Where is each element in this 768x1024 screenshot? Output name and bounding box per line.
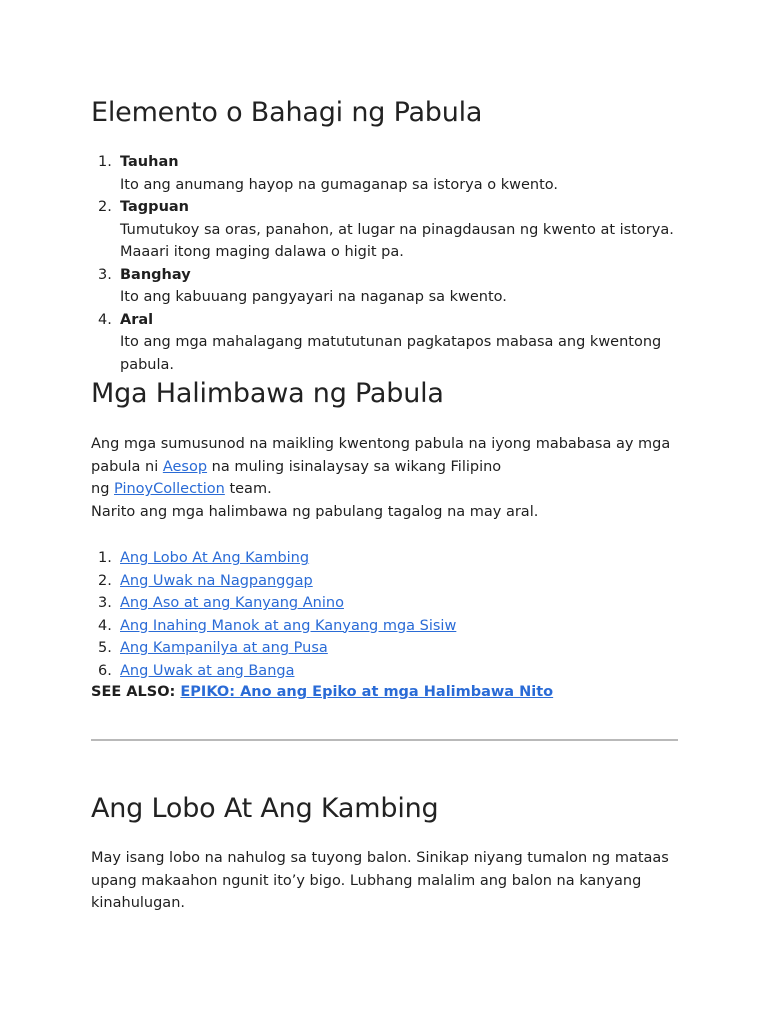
list-number: 3. (98, 266, 112, 283)
story-paragraph: May isang lobo na nahulog sa tuyong balon. Sinikap niyang tumalon ng mataas upang makaahon ngunit ito’y bigo. Lubhang malalim ang balon na kanyang kinahulugan. (91, 850, 669, 911)
element-description: Ito ang mga mahalagang matututunan pagkatapos mabasa ang kwentong pabula. (120, 334, 662, 373)
list-item (91, 570, 456, 593)
list-item (91, 637, 456, 660)
see-also-label: SEE ALSO: (91, 684, 181, 700)
section-heading-lobo: Ang Lobo At Ang Kambing (91, 793, 439, 824)
element-term: Tagpuan (120, 199, 189, 215)
list-number: 4. (98, 311, 112, 328)
element-description: Tumutukoy sa oras, panahon, at lugar na pinagdausan ng kwento at istorya. Maaari itong maging dalawa o higit pa. (120, 221, 674, 260)
list-number: 5. (98, 640, 112, 656)
list-item (91, 196, 681, 264)
list-number: 4. (98, 617, 112, 634)
section-heading-elemento: Elemento o Bahagi ng Pabula (91, 97, 483, 128)
element-description: Ito ang kabuuang pangyayari na naganap sa kwento. (120, 289, 507, 305)
intro-text: na muling isinalaysay sa wikang Filipino (207, 458, 502, 475)
list-number: 1. (98, 550, 112, 566)
see-also (91, 681, 553, 704)
example-link[interactable]: Ang Uwak at ang Banga (120, 662, 295, 679)
pinoycollection-link[interactable]: PinoyCollection (114, 481, 225, 497)
divider (91, 739, 678, 741)
list-item (91, 151, 681, 196)
list-item (91, 592, 456, 615)
example-link[interactable]: Ang Aso at ang Kanyang Anino (120, 595, 344, 611)
examples-list (91, 547, 456, 682)
list-number: 2. (98, 572, 112, 589)
list-item (91, 264, 681, 309)
list-number: 3. (98, 595, 112, 611)
list-number: 6. (98, 662, 112, 679)
intro-paragraph (91, 433, 681, 523)
intro-text: Ang mga sumusunod na maikling kwentong pabula na iyong mababasa ay mga pabula ni (91, 436, 671, 475)
intro-text: team. (224, 481, 272, 497)
example-link[interactable]: Ang Uwak na Nagpanggap (120, 572, 313, 589)
element-term: Tauhan (120, 154, 179, 170)
aesop-link[interactable]: Aesop (162, 458, 208, 475)
example-link[interactable]: Ang Lobo At Ang Kambing (120, 550, 310, 566)
list-number: 2. (98, 199, 112, 215)
list-number: 1. (98, 154, 112, 170)
element-description: Ito ang anumang hayop na gumaganap sa istorya o kwento. (120, 176, 559, 193)
list-item (91, 547, 456, 570)
intro-text: ng (91, 481, 115, 497)
elements-list (91, 151, 681, 376)
example-link[interactable]: Ang Inahing Manok at ang Kanyang mga Sisiw (120, 617, 457, 634)
section-heading-halimbawa: Mga Halimbawa ng Pabula (91, 378, 444, 409)
element-term: Aral (120, 311, 154, 328)
list-item (91, 615, 456, 638)
intro-text: Narito ang mga halimbawa ng pabulang tagalog na may aral. (91, 503, 539, 520)
list-item (91, 309, 681, 377)
list-item (91, 660, 456, 683)
element-term: Banghay (120, 266, 191, 283)
example-link[interactable]: Ang Kampanilya at ang Pusa (120, 640, 328, 656)
see-also-link[interactable]: EPIKO: Ano ang Epiko at mga Halimbawa Nito (180, 684, 554, 700)
